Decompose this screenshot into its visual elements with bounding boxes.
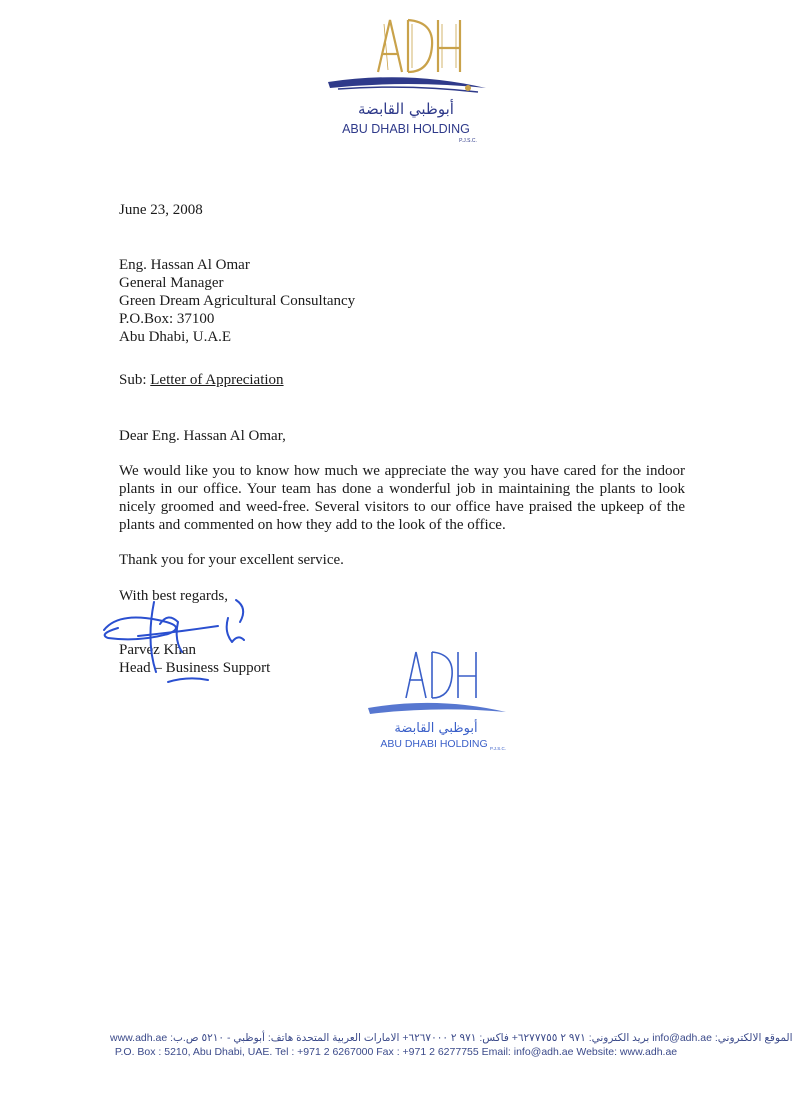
logo-english-name: ABU DHABI HOLDING — [342, 122, 470, 136]
recipient-city: Abu Dhabi, U.A.E — [119, 329, 232, 345]
logo-suffix: P.J.S.C. — [459, 138, 477, 144]
recipient-position: General Manager — [119, 275, 224, 291]
footer-arabic-contact: الموقع الالكتروني: info@adh.ae بريد الكتروني: ٩٧١ ٢ ٦٢٧٧٧٥٥+ فاكس: ٩٧١ ٢ ٦٢٦٧٠٠٠+ الامارات العربية المتحدة هاتف: أبوظبي - ٥٢١٠ ص.ب: — [170, 1032, 793, 1044]
recipient-name: Eng. Hassan Al Omar — [119, 257, 250, 273]
letter-date: June 23, 2008 — [119, 202, 203, 218]
recipient-address — [119, 256, 355, 346]
signer-name: Parvez Khan — [119, 642, 197, 658]
letter-body: We would like you to know how much we appreciate the way you have cared for the indoor plants in our office. Your team has done a wonderful job in maintaining the plants to look nicely groomed and weed-free. Several visitors to our office have praised the upkeep of the plants and commented on how they add to the look of the office. — [119, 463, 685, 533]
thanks-line: Thank you for your excellent service. — [119, 552, 344, 568]
handwritten-signature — [98, 582, 278, 692]
company-logo — [318, 10, 494, 145]
footer-website: www.adh.ae — [110, 1032, 168, 1044]
stamp-suffix: P.J.S.C. — [490, 746, 506, 751]
recipient-company: Green Dream Agricultural Consultancy — [119, 293, 356, 309]
recipient-pobox: P.O.Box: 37100 — [119, 311, 215, 327]
footer-line-2: P.O. Box : 5210, Abu Dhabi, UAE. Tel : +971 2 6267000 Fax : +971 2 6277755 Email: info@adh.ae Website: www.adh.ae — [114, 1046, 678, 1058]
subject-text: Letter of Appreciation — [150, 372, 284, 388]
signer-title: Head – Business Support — [119, 660, 271, 676]
stamp-english-name: ABU DHABI HOLDING — [380, 738, 488, 750]
subject-line — [119, 371, 284, 389]
logo-arabic-name: أبوظبي القابضة — [358, 100, 454, 118]
company-stamp — [362, 636, 512, 752]
subject-prefix: Sub: — [119, 372, 147, 388]
company-logo-graphic — [318, 10, 494, 145]
footer-line-1 — [110, 1031, 793, 1045]
stamp-arabic-name: أبوظبي القابضة — [394, 721, 478, 736]
salutation: Dear Eng. Hassan Al Omar, — [119, 428, 286, 444]
closing-line: With best regards, — [119, 588, 228, 604]
letter-footer — [110, 1031, 793, 1059]
